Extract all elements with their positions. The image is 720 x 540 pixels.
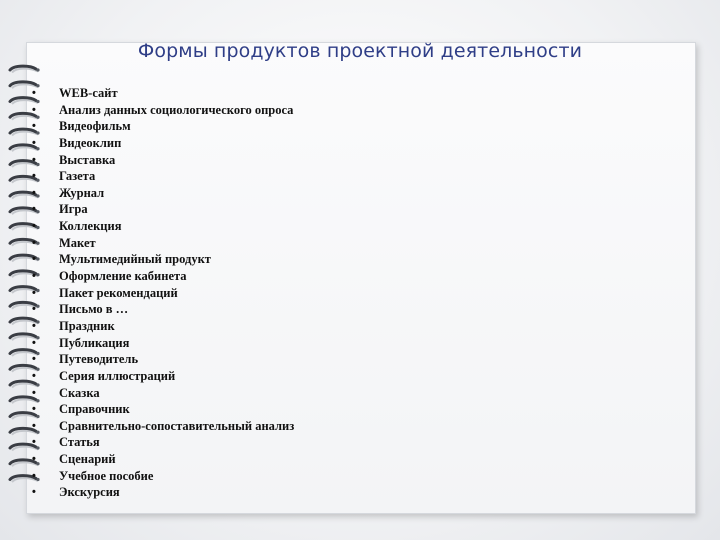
list-item-label: Макет — [59, 235, 96, 250]
bullet-icon: • — [32, 353, 36, 366]
bullet-icon: • — [32, 486, 36, 499]
list-item — [32, 335, 294, 352]
bullet-icon: • — [32, 170, 36, 183]
list-item — [32, 168, 294, 185]
bullet-icon: • — [32, 220, 36, 233]
list-item-label: Игра — [59, 202, 88, 217]
list-item — [32, 318, 294, 335]
list-item-label: Коллекция — [59, 219, 122, 234]
list-item-label: Экскурсия — [59, 485, 120, 500]
bullet-icon: • — [32, 103, 36, 116]
slide-title: Формы продуктов проектной деятельности — [137, 40, 583, 62]
bullet-icon: • — [32, 469, 36, 482]
bullet-icon: • — [32, 253, 36, 266]
list-item-label: Оформление кабинета — [59, 269, 187, 284]
list-item-label: Серия иллюстраций — [59, 368, 176, 383]
list-item-label: Сравнительно-сопоставительный анализ — [59, 418, 295, 433]
list-item — [32, 468, 294, 485]
list-item — [32, 268, 294, 285]
list-item — [32, 201, 294, 218]
bullet-icon: • — [32, 403, 36, 416]
list-item — [32, 484, 294, 501]
list-item — [32, 451, 294, 468]
list-item — [32, 368, 294, 385]
bullet-icon: • — [32, 303, 36, 316]
list-item-label: Газета — [59, 169, 96, 184]
list-item-label: Журнал — [59, 185, 105, 200]
list-item — [32, 251, 294, 268]
list-item — [32, 218, 294, 235]
list-item-label: Путеводитель — [59, 352, 139, 367]
list-item-label: Письмо в … — [59, 302, 129, 317]
list-item — [32, 285, 294, 302]
list-item-label: Видеофильм — [59, 119, 131, 134]
bullet-icon: • — [32, 369, 36, 382]
list-item-label: Сценарий — [59, 452, 116, 467]
bullet-icon: • — [32, 319, 36, 332]
product-forms-list — [32, 85, 294, 501]
bullet-icon: • — [32, 336, 36, 349]
list-item-label: Выставка — [59, 152, 116, 167]
list-item-label: Сказка — [59, 385, 100, 400]
list-item-label: Учебное пособие — [59, 468, 154, 483]
bullet-icon: • — [32, 236, 36, 249]
list-item — [32, 135, 294, 152]
bullet-icon: • — [32, 270, 36, 283]
list-item-label: Праздник — [59, 318, 115, 333]
list-item-label: Статья — [59, 435, 100, 450]
list-item — [32, 235, 294, 252]
list-item — [32, 385, 294, 402]
bullet-icon: • — [32, 153, 36, 166]
bullet-icon: • — [32, 386, 36, 399]
bullet-icon: • — [32, 436, 36, 449]
list-item-label: WEB-сайт — [59, 86, 118, 100]
list-item — [32, 418, 294, 435]
list-item-label: Видеоклип — [59, 135, 122, 150]
bullet-icon: • — [32, 286, 36, 299]
list-item-label: Анализ данных социологического опроса — [59, 102, 294, 117]
list-item — [32, 102, 294, 119]
bullet-icon: • — [32, 203, 36, 216]
list-item-label: Пакет рекомендаций — [59, 285, 178, 300]
list-item — [32, 401, 294, 418]
bullet-icon: • — [32, 136, 36, 149]
bullet-icon: • — [32, 87, 36, 99]
bullet-icon: • — [32, 120, 36, 133]
list-item — [32, 85, 294, 102]
list-item — [32, 301, 294, 318]
list-item — [32, 434, 294, 451]
list-item-label: Мультимедийный продукт — [59, 252, 211, 267]
bullet-icon: • — [32, 186, 36, 199]
list-item — [32, 185, 294, 202]
list-item — [32, 118, 294, 135]
list-item — [32, 351, 294, 368]
bullet-icon: • — [32, 419, 36, 432]
list-item-label: Публикация — [59, 335, 130, 350]
list-item — [32, 152, 294, 169]
list-item-label: Справочник — [59, 402, 130, 417]
bullet-icon: • — [32, 453, 36, 466]
binding-ring — [10, 66, 40, 72]
